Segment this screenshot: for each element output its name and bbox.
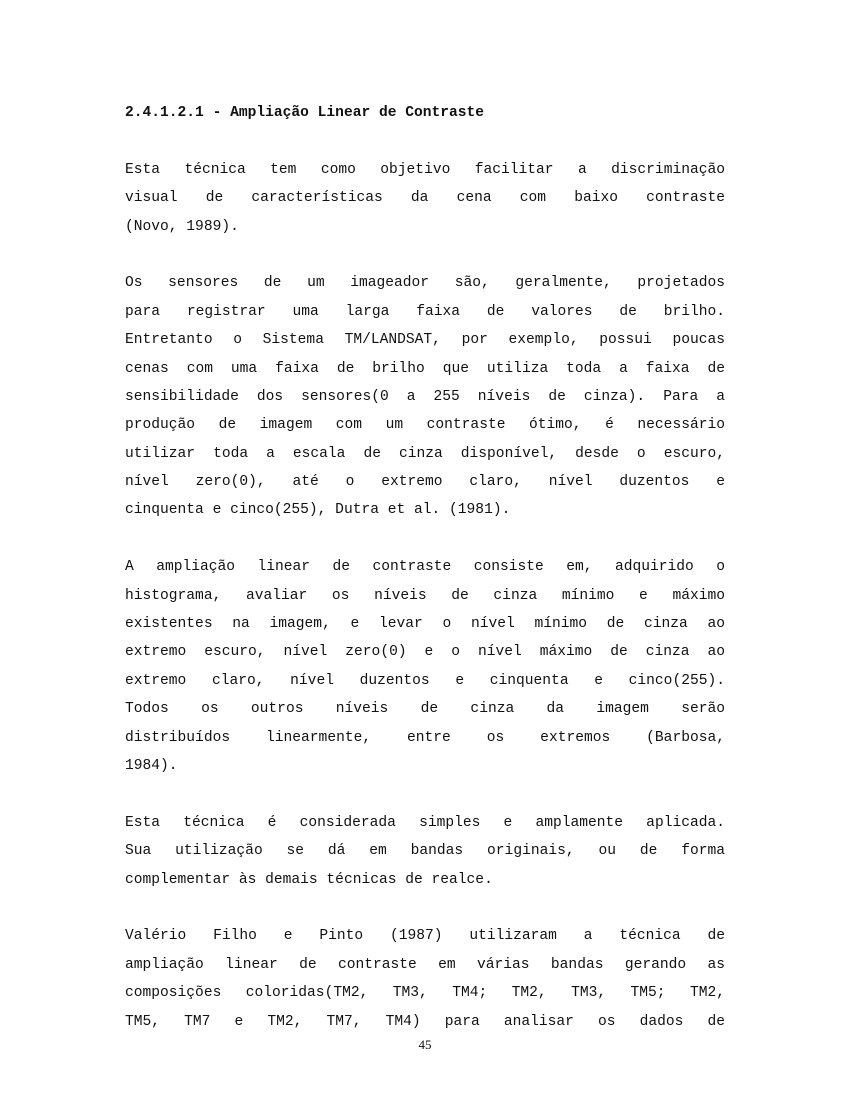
text-line: complementar às demais técnicas de realce. — [125, 871, 493, 888]
text-line: histograma, avaliar os níveis de cinza mínimo e máximo — [125, 587, 725, 604]
section-heading: 2.4.1.2.1 - Ampliação Linear de Contraste — [125, 105, 485, 121]
paragraph — [125, 269, 725, 525]
text-line: Esta técnica tem como objetivo facilitar a discriminação — [125, 161, 725, 178]
paragraph — [125, 922, 725, 1036]
body-text — [125, 156, 725, 1036]
text-line: A ampliação linear de contraste consiste em, adquirido o — [125, 559, 725, 576]
text-line: nível zero(0), até o extremo claro, nível duzentos e — [125, 474, 725, 491]
text-line: Entretanto o Sistema TM/LANDSAT, por exemplo, possui poucas — [125, 332, 725, 349]
text-line: Valério Filho e Pinto (1987) utilizaram a técnica de — [125, 928, 725, 945]
text-line: utilizar toda a escala de cinza disponível, desde o escuro, — [125, 445, 725, 462]
text-line: cenas com uma faixa de brilho que utiliza toda a faixa de — [125, 360, 725, 377]
text-line: existentes na imagem, e levar o nível mínimo de cinza ao — [125, 616, 725, 633]
paragraph — [125, 156, 725, 241]
text-line: para registrar uma larga faixa de valores de brilho. — [125, 303, 725, 320]
paragraph — [125, 809, 725, 894]
text-line: distribuídos linearmente, entre os extremos (Barbosa, — [125, 729, 725, 746]
page-number: 45 — [418, 1037, 432, 1052]
text-line: produção de imagem com um contraste ótimo, é necessário — [125, 417, 725, 434]
text-line: TM5, TM7 e TM2, TM7, TM4) para analisar os dados de — [125, 1013, 725, 1030]
text-line: Esta técnica é considerada simples e amplamente aplicada. — [125, 814, 725, 831]
text-line: sensibilidade dos sensores(0 a 255 níveis de cinza). Para a — [125, 388, 725, 405]
text-line: extremo claro, nível duzentos e cinquenta e cinco(255). — [125, 672, 725, 689]
document-page — [125, 99, 725, 1064]
text-line: composições coloridas(TM2, TM3, TM4; TM2, TM3, TM5; TM2, — [125, 985, 725, 1002]
text-line: Os sensores de um imageador são, geralmente, projetados — [125, 275, 725, 292]
text-line: visual de características da cena com baixo contraste — [125, 190, 725, 207]
text-line: cinquenta e cinco(255), Dutra et al. (1981). — [125, 502, 511, 519]
text-line: ampliação linear de contraste em várias bandas gerando as — [125, 956, 725, 973]
text-line: Sua utilização se dá em bandas originais, ou de forma — [125, 843, 725, 860]
text-line: (Novo, 1989). — [125, 218, 239, 235]
paragraph — [125, 553, 725, 780]
text-line: Todos os outros níveis de cinza da imagem serão — [125, 701, 725, 718]
text-line: 1984). — [125, 758, 178, 774]
text-line: extremo escuro, nível zero(0) e o nível máximo de cinza ao — [125, 644, 725, 661]
